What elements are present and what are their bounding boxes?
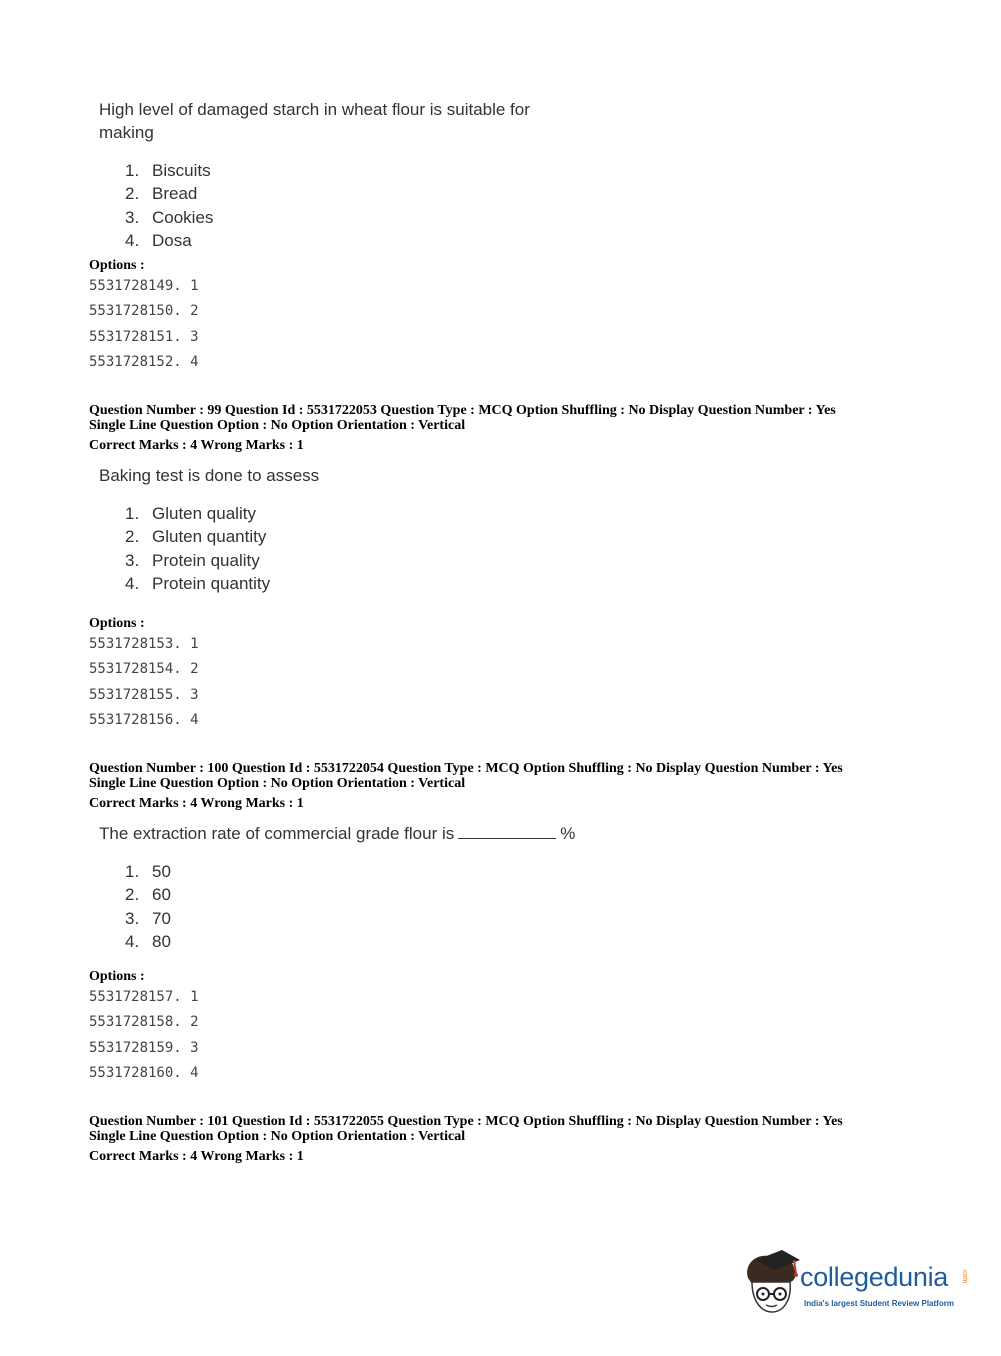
marks-line: Correct Marks : 4 Wrong Marks : 1 xyxy=(89,1149,304,1164)
choice-item: 2. Bread xyxy=(125,184,198,204)
logo-tagline: India's largest Student Review Platform xyxy=(804,1299,954,1308)
option-item: 5531728152. 4 xyxy=(89,353,199,370)
option-item: 5531728154. 2 xyxy=(89,661,199,678)
question-98-options xyxy=(89,274,199,375)
choice-item: 4. Dosa xyxy=(125,230,192,250)
question-99-text: Baking test is done to assess xyxy=(99,466,320,485)
question-98-text: High level of damaged starch in wheat flour is suitable for making xyxy=(99,100,530,142)
option-item: 5531728159. 3 xyxy=(89,1039,199,1056)
question-98-choices xyxy=(125,159,213,252)
choice-item: 3. Cookies xyxy=(125,207,214,227)
collegedunia-logo xyxy=(742,1248,972,1320)
question-100-choices xyxy=(125,860,171,953)
question-99-meta xyxy=(89,403,919,453)
meta-line: Question Number : 99 Question Id : 5531722053 Question Type : MCQ Option Shuffling : No Display Question Number : Yes xyxy=(89,403,836,418)
choice-item: 1. Gluten quality xyxy=(125,504,256,523)
marks-line: Correct Marks : 4 Wrong Marks : 1 xyxy=(89,796,304,811)
option-item: 5531728160. 4 xyxy=(89,1064,199,1081)
marks-line: Correct Marks : 4 Wrong Marks : 1 xyxy=(89,438,304,453)
option-item: 5531728157. 1 xyxy=(89,989,199,1005)
meta-line: Question Number : 100 Question Id : 5531722054 Question Type : MCQ Option Shuffling : No Display Question Number : Yes xyxy=(89,761,843,776)
option-item: 5531728153. 1 xyxy=(89,636,199,652)
choice-item: 1. 50 xyxy=(125,862,171,881)
answer-blank xyxy=(458,824,556,839)
choice-item: 1. Biscuits xyxy=(125,161,211,180)
choice-item: 2. 60 xyxy=(125,885,171,905)
choice-item: 3. Protein quality xyxy=(125,550,260,570)
choice-item: 4. Protein quantity xyxy=(125,573,271,593)
meta-line: Single Line Question Option : No Option Orientation : Vertical xyxy=(89,776,466,791)
meta-line: Question Number : 101 Question Id : 5531722055 Question Type : MCQ Option Shuffling : No Display Question Number : Yes xyxy=(89,1114,843,1129)
option-item: 5531728156. 4 xyxy=(89,711,199,728)
meta-line: Single Line Question Option : No Option Orientation : Vertical xyxy=(89,1129,466,1144)
question-99-choices xyxy=(125,502,270,595)
options-label: Options : xyxy=(89,969,145,984)
question-101-meta xyxy=(89,1114,919,1164)
question-100-text: The extraction rate of commercial grade flour is % xyxy=(99,824,576,843)
options-label: Options : xyxy=(89,616,145,631)
question-100-options xyxy=(89,985,199,1086)
option-item: 5531728151. 3 xyxy=(89,328,199,345)
choice-item: 3. 70 xyxy=(125,908,171,928)
option-item: 5531728155. 3 xyxy=(89,686,199,703)
meta-line: Single Line Question Option : No Option Orientation : Vertical xyxy=(89,418,466,433)
choice-item: 2. Gluten quantity xyxy=(125,527,267,547)
logo-wordmark: collegedunia xyxy=(800,1262,949,1292)
mascot-icon xyxy=(742,1248,802,1320)
logo-suffix: .com xyxy=(961,1268,968,1284)
option-item: 5531728158. 2 xyxy=(89,1014,199,1031)
option-item: 5531728150. 2 xyxy=(89,303,199,320)
option-item: 5531728149. 1 xyxy=(89,278,199,294)
question-100-meta xyxy=(89,761,919,811)
question-99-options xyxy=(89,632,199,733)
choice-item: 4. 80 xyxy=(125,931,171,951)
options-label: Options : xyxy=(89,258,145,273)
